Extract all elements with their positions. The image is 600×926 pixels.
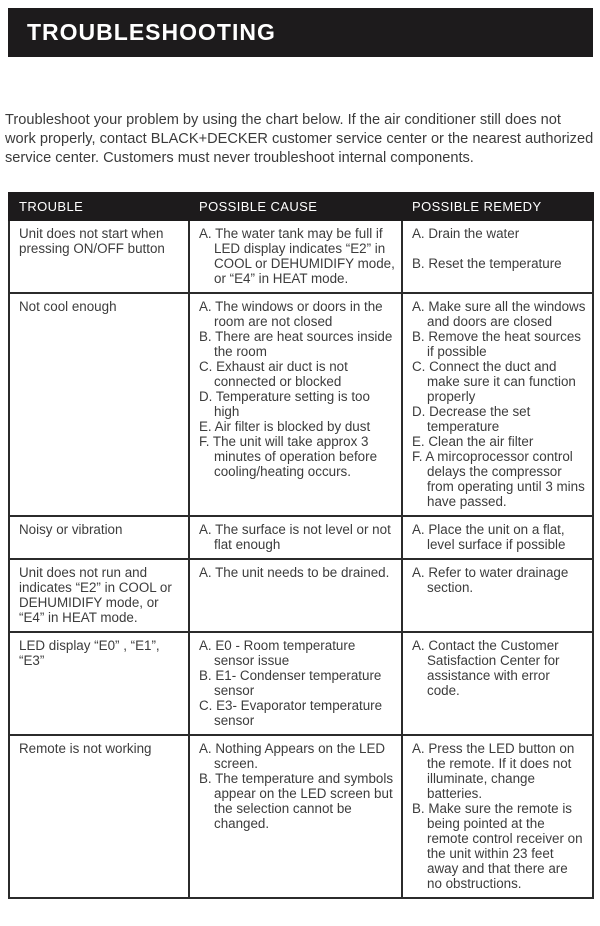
remedy-item: D. Decrease the set temperature <box>412 404 531 434</box>
cause-item: A. The windows or doors in the room are not closed <box>199 299 383 329</box>
cause-item: A. The surface is not level or not flat enough <box>199 522 391 552</box>
trouble-cell <box>9 559 189 632</box>
remedy-item: E. Clean the air filter <box>412 434 534 449</box>
cause-item: B. E1- Condenser temperature sensor <box>199 668 382 698</box>
troubleshooting-table <box>8 192 594 899</box>
trouble-item: Unit does not start when pressing ON/OFF button <box>19 226 165 256</box>
table-row <box>9 293 593 516</box>
cause-item: B. The temperature and symbols appear on the LED screen but the selection cannot be changed. <box>199 771 394 831</box>
column-header-possible-cause: POSSIBLE CAUSE <box>189 193 402 220</box>
cause-item: F. The unit will take approx 3 minutes of operation before cooling/heating occurs. <box>199 434 378 479</box>
cause-item: A. The water tank may be full if LED display indicates “E2” in COOL or DEHUMIDIFY mode, or “E4” in HEAT mode. <box>199 226 395 286</box>
intro-paragraph: Troubleshoot your problem by using the chart below. If the air conditioner still does not work properly, contact BLACK+DECKER customer service center or the nearest authorized service center. Customers must never troubleshoot internal components. <box>5 111 594 166</box>
table-row <box>9 735 593 898</box>
cause-cell <box>189 559 402 632</box>
remedy-cell <box>402 516 593 559</box>
table-row <box>9 559 593 632</box>
column-header-possible-remedy: POSSIBLE REMEDY <box>402 193 593 220</box>
table-row <box>9 632 593 735</box>
trouble-item: LED display “E0” , “E1”, “E3” <box>19 638 160 668</box>
spacer <box>412 241 586 256</box>
cause-item: A. Nothing Appears on the LED screen. <box>199 741 386 771</box>
section-title-bar <box>8 8 593 57</box>
remedy-item: F. A mircoprocessor control delays the compressor from operating until 3 mins have passed. <box>412 449 585 509</box>
cause-item: B. There are heat sources inside the room <box>199 329 393 359</box>
remedy-item: B. Reset the temperature <box>412 256 562 271</box>
cause-cell <box>189 220 402 293</box>
cause-cell <box>189 516 402 559</box>
remedy-cell <box>402 632 593 735</box>
trouble-cell <box>9 293 189 516</box>
remedy-item: C. Connect the duct and make sure it can function properly <box>412 359 576 404</box>
trouble-item: Remote is not working <box>19 741 152 756</box>
trouble-cell <box>9 220 189 293</box>
cause-item: D. Temperature setting is too high <box>199 389 370 419</box>
remedy-item: A. Press the LED button on the remote. If it does not illuminate, change batteries. <box>412 741 575 801</box>
cause-item: A. E0 - Room temperature sensor issue <box>199 638 356 668</box>
cause-cell <box>189 293 402 516</box>
page-title: TROUBLESHOOTING <box>27 19 276 45</box>
cause-cell <box>189 735 402 898</box>
trouble-cell <box>9 632 189 735</box>
cause-item: C. Exhaust air duct is not connected or blocked <box>199 359 348 389</box>
table-row <box>9 220 593 293</box>
trouble-item: Noisy or vibration <box>19 522 123 537</box>
trouble-cell <box>9 516 189 559</box>
trouble-item: Unit does not run and indicates “E2” in COOL or DEHUMIDIFY mode, or “E4” in HEAT mode. <box>19 565 172 625</box>
remedy-item: A. Drain the water <box>412 226 520 241</box>
remedy-item: A. Refer to water drainage section. <box>412 565 569 595</box>
remedy-cell <box>402 559 593 632</box>
remedy-item: B. Remove the heat sources if possible <box>412 329 581 359</box>
cause-item: C. E3- Evaporator temperature sensor <box>199 698 383 728</box>
trouble-item: Not cool enough <box>19 299 117 314</box>
remedy-item: A. Make sure all the windows and doors are closed <box>412 299 586 329</box>
cause-item: E. Air filter is blocked by dust <box>199 419 371 434</box>
remedy-item: A. Place the unit on a flat, level surface if possible <box>412 522 566 552</box>
remedy-item: B. Make sure the remote is being pointed at the remote control receiver on the unit within 23 feet away and that there are no obstructions. <box>412 801 583 891</box>
cause-cell <box>189 632 402 735</box>
table-header-row <box>9 193 593 220</box>
remedy-cell <box>402 735 593 898</box>
cause-item: A. The unit needs to be drained. <box>199 565 390 580</box>
table-row <box>9 516 593 559</box>
trouble-cell <box>9 735 189 898</box>
column-header-trouble: TROUBLE <box>9 193 189 220</box>
remedy-cell <box>402 220 593 293</box>
remedy-cell <box>402 293 593 516</box>
remedy-item: A. Contact the Customer Satisfaction Center for assistance with error code. <box>412 638 560 698</box>
